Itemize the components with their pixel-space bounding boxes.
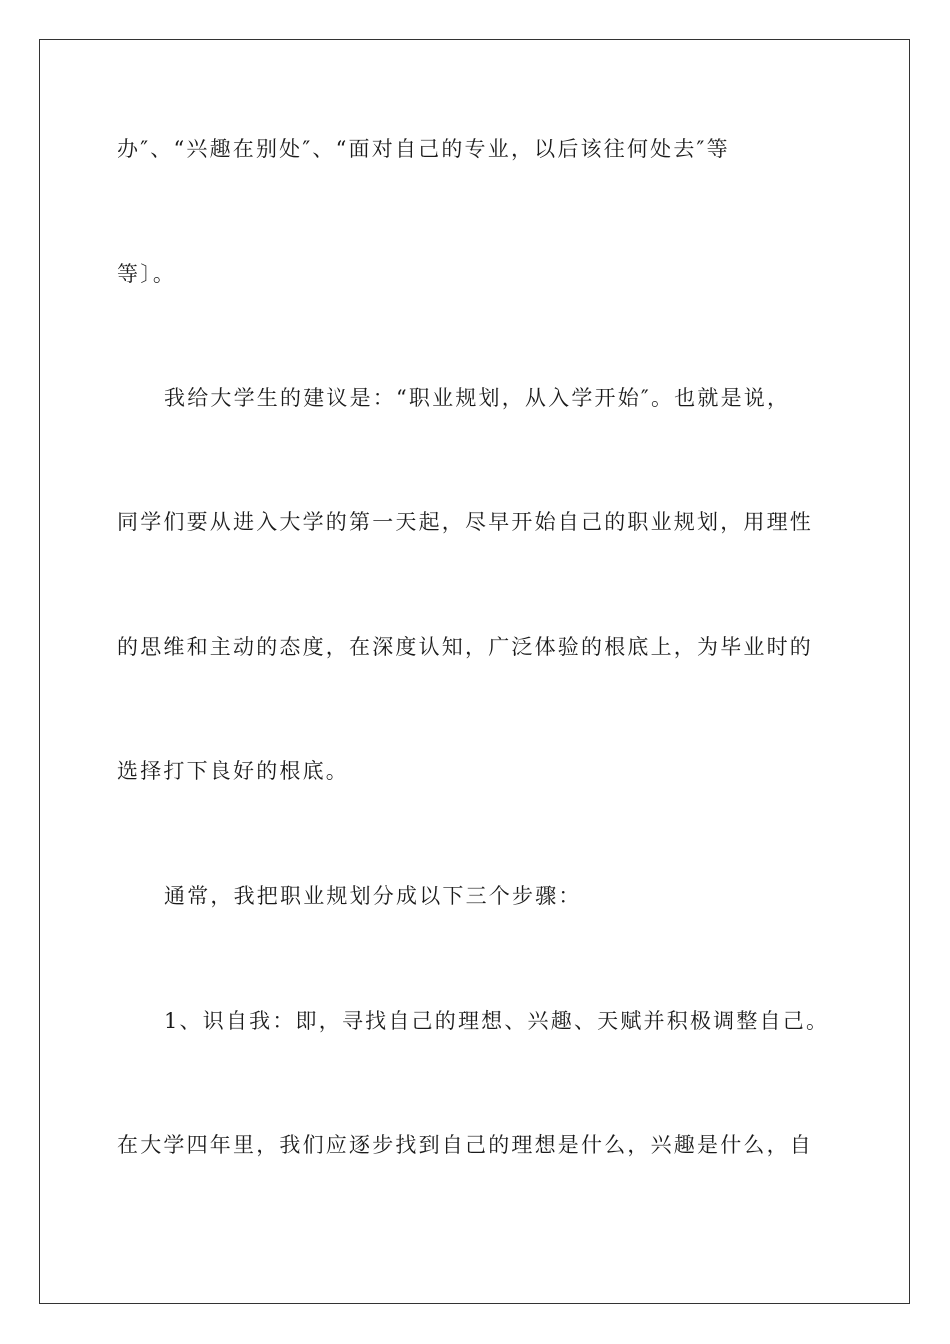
text-line: 在大学四年里，我们应逐步找到自己的理想是什么，兴趣是什么，自: [117, 1133, 813, 1157]
text-line: 办″、“兴趣在别处″、“面对自己的专业，以后该往何处去″等: [117, 137, 730, 161]
text-line: 同学们要从进入大学的第一天起，尽早开始自己的职业规划，用理性: [117, 510, 813, 534]
paragraph-start-line: 我给大学生的建议是：“职业规划，从入学开始″。也就是说，: [164, 386, 791, 410]
text-line: 的思维和主动的态度，在深度认知，广泛体验的根底上，为毕业时的: [117, 635, 813, 659]
page-border: [39, 39, 910, 1304]
text-line: 选择打下良好的根底。: [117, 759, 349, 783]
text-line: 等〕。: [117, 262, 177, 286]
paragraph-start-line: 1、识自我：即，寻找自己的理想、兴趣、天赋并积极调整自己。: [164, 1009, 830, 1033]
paragraph-start-line: 通常，我把职业规划分成以下三个步骤：: [164, 884, 582, 908]
